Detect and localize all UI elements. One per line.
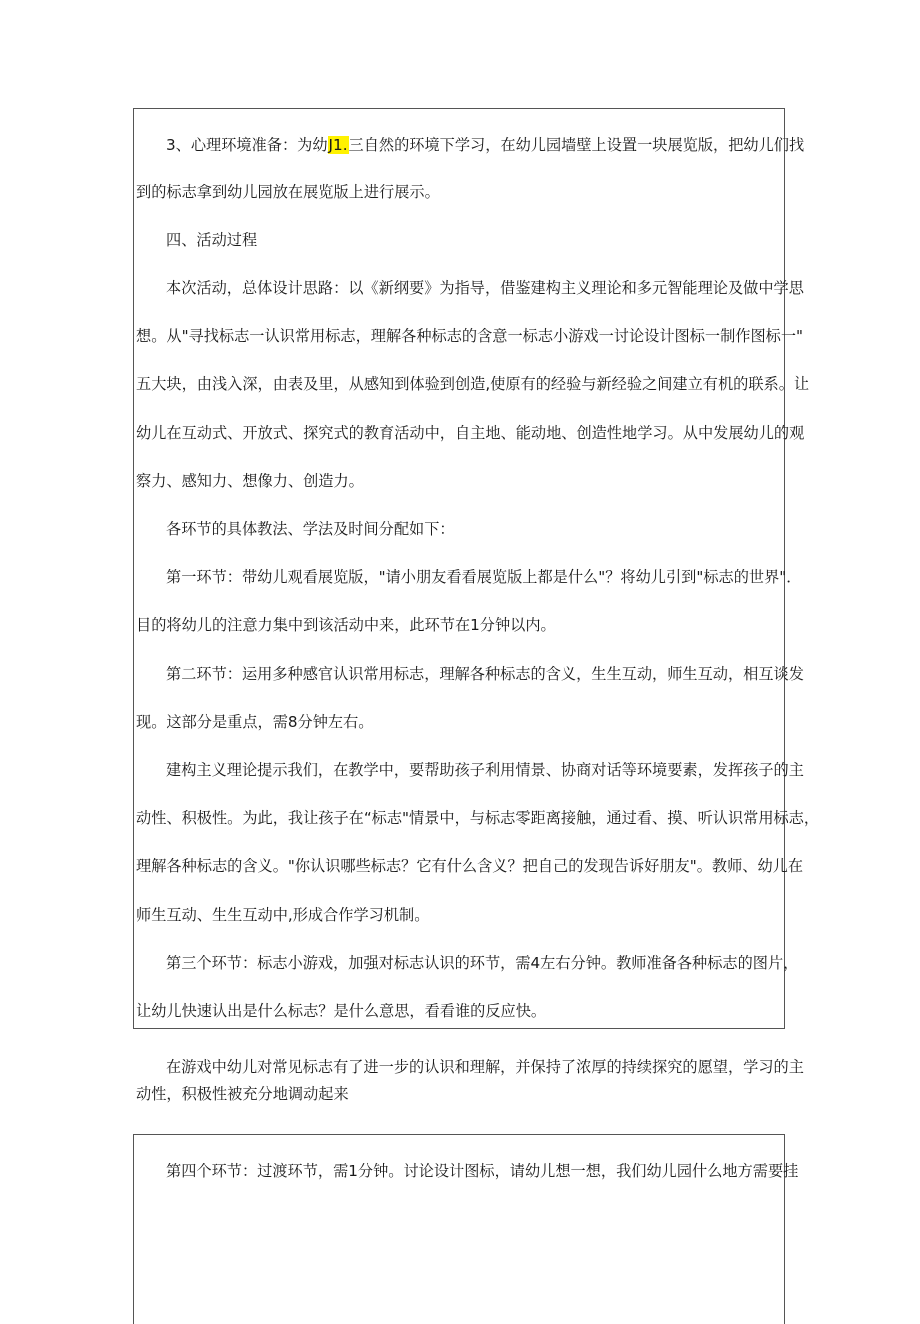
line-11: 目的将幼儿的注意力集中到该活动中来，此环节在1分钟以内。 xyxy=(136,616,556,634)
line-18: 第三个环节：标志小游戏，加强对标志认识的环节，需4左右分钟。教师准备各种标志的图片， xyxy=(166,954,799,972)
line-15: 动性、积极性。为此，我让孩子在“标志"情景中，与标志零距离接触，通过看、摸、听认识常用标志， xyxy=(136,809,820,827)
line-4: 本次活动，总体设计思路：以《新纲要》为指导，借鉴建构主义理论和多元智能理论及做中学思 xyxy=(166,279,804,297)
line-16: 理解各种标志的含义。"你认识哪些标志？它有什么含义？把自己的发现告诉好朋友"。教师、幼儿在 xyxy=(136,857,804,875)
line-9: 各环节的具体教法、学法及时间分配如下： xyxy=(166,520,455,538)
highlight-marker: J1. xyxy=(328,136,348,154)
section-heading: 四、活动过程 xyxy=(166,231,258,249)
outside-line-2: 动性，积极性被充分地调动起来 xyxy=(136,1085,349,1103)
line-5: 想。从"寻找标志一认识常用标志，理解各种标志的含意一标志小游戏一讨论设计图标一制作图标一" xyxy=(136,327,804,345)
line-14: 建构主义理论提示我们，在教学中，要帮助孩子利用情景、协商对话等环境要素，发挥孩子的主 xyxy=(166,761,804,779)
line-6: 五大块，由浅入深，由表及里，从感知到体验到创造,使原有的经验与新经验之间建立有机的联系。让 xyxy=(136,375,810,393)
line-10: 第一环节：带幼儿观看展览版，"请小朋友看看展览版上都是什么"？将幼儿引到"标志的世界"． xyxy=(166,568,802,586)
line-17: 师生互动、生生互动中,形成合作学习机制。 xyxy=(136,906,430,924)
line-19: 让幼儿快速认出是什么标志？是什么意思，看看谁的反应快。 xyxy=(136,1002,547,1020)
line-1: 3、心理环境准备：为幼J1.三自然的环境下学习，在幼儿园墙壁上设置一块展览版，把幼儿们找 xyxy=(166,136,805,154)
line-2: 到的标志拿到幼儿园放在展览版上进行展示。 xyxy=(136,183,440,201)
line-13: 现。这部分是重点，需8分钟左右。 xyxy=(136,713,374,731)
line-8: 察力、感知力、想像力、创造力。 xyxy=(136,472,364,490)
outside-line-1: 在游戏中幼儿对常见标志有了进一步的认识和理解，并保持了浓厚的持续探究的愿望，学习的主 xyxy=(166,1058,804,1076)
line-12: 第二环节：运用多种感官认识常用标志，理解各种标志的含义，生生互动，师生互动，相互谈发 xyxy=(166,665,804,683)
line-7: 幼儿在互动式、开放式、探究式的教育活动中，自主地、能动地、创造性地学习。从中发展幼儿的观 xyxy=(136,424,805,442)
box2-line-1: 第四个环节：过渡环节，需1分钟。讨论设计图标，请幼儿想一想，我们幼儿园什么地方需要挂 xyxy=(166,1162,799,1180)
